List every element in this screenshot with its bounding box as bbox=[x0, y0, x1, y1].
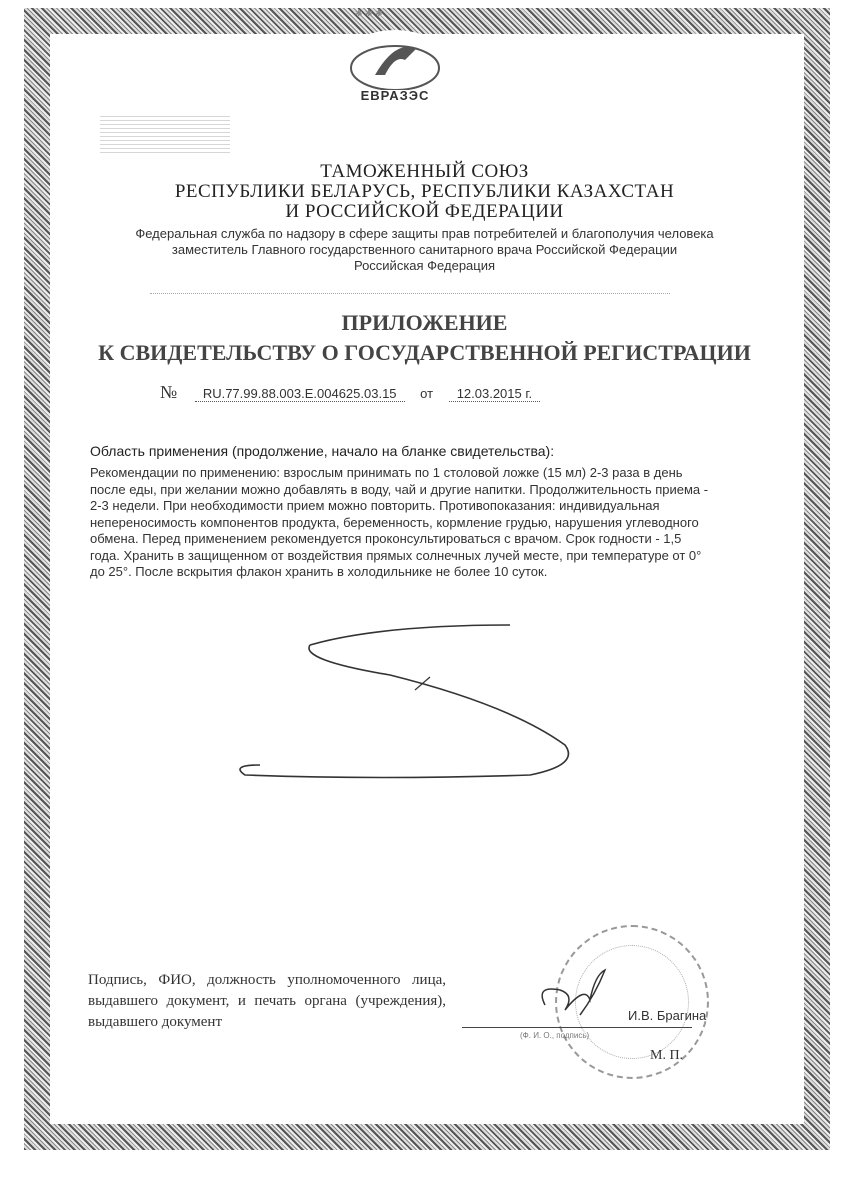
registration-number: RU.77.99.88.003.E.004625.03.15 bbox=[195, 386, 405, 402]
cross-out-scribble bbox=[230, 615, 590, 795]
title-line-2: К СВИДЕТЕЛЬСТВУ О ГОСУДАРСТВЕННОЙ РЕГИСТРАЦИИ bbox=[98, 340, 751, 365]
serial-stamp bbox=[100, 113, 230, 153]
registration-date: 12.03.2015 г. bbox=[449, 386, 540, 402]
date-label: от bbox=[420, 386, 434, 401]
authority-line: заместитель Главного государственного санитарного врача Российской Федерации bbox=[171, 242, 678, 257]
union-heading bbox=[60, 162, 789, 222]
emblem-text: ЕВРАЗЭС bbox=[360, 88, 430, 103]
signature-label: Подпись, ФИО, должность уполномоченного лица, выдавшего документ, и печать органа (учреждения), выдавшего документ bbox=[88, 972, 446, 1030]
union-line: И РОССИЙСКОЙ ФЕДЕРАЦИИ bbox=[285, 201, 564, 222]
divider bbox=[150, 293, 670, 294]
union-line: РЕСПУБЛИКИ БЕЛАРУСЬ, РЕСПУБЛИКИ КАЗАХСТАН bbox=[174, 181, 675, 202]
signature-line bbox=[462, 1027, 692, 1028]
section-title: Область применения (продолжение, начало на бланке свидетельства): bbox=[90, 443, 555, 459]
stamp-place: М. П. bbox=[650, 1048, 684, 1063]
emblem-icon bbox=[345, 30, 445, 90]
authority-block bbox=[60, 226, 789, 274]
handwritten-signature bbox=[535, 965, 615, 1025]
union-line: ТАМОЖЕННЫЙ СОЮЗ bbox=[320, 161, 529, 182]
usage-text: Рекомендации по применению: взрослым принимать по 1 столовой ложке (15 мл) 2-3 раза в день после еды, при желании можно добавлять в воду, чай и другие напитки. Продолжительность приема - 2-3 недели. При необходимости прием можно повторить. Противопоказания: индивидуальная непереносимость компонентов продукта, беременность, кормление грудью, нарушения углеводного обмена. Перед применением рекомендуется проконсультироваться с врачом. Срок годности - 1,5 года. Хранить в защищенном от воздействия прямых солнечных лучей месте, при температуре от 0° до 25°. После вскрытия флакон хранить в холодильнике не более 10 суток. bbox=[90, 465, 709, 579]
title-line-1: ПРИЛОЖЕНИЕ bbox=[341, 310, 508, 335]
authority-line: Федеральная служба по надзору в сфере защиты прав потребителей и благополучия человека bbox=[135, 226, 714, 241]
authority-line: Российская Федерация bbox=[353, 258, 496, 273]
number-label: № bbox=[160, 382, 178, 402]
document-title bbox=[40, 308, 809, 368]
signature-caption: (Ф. И. О., подпись) bbox=[520, 1031, 590, 1040]
top-stamp-mark: ✱ ✱ ✱ bbox=[355, 8, 383, 18]
registration-line bbox=[160, 382, 540, 403]
eurasec-emblem bbox=[335, 30, 455, 115]
signatory-name: И.В. Брагина bbox=[628, 1008, 707, 1023]
